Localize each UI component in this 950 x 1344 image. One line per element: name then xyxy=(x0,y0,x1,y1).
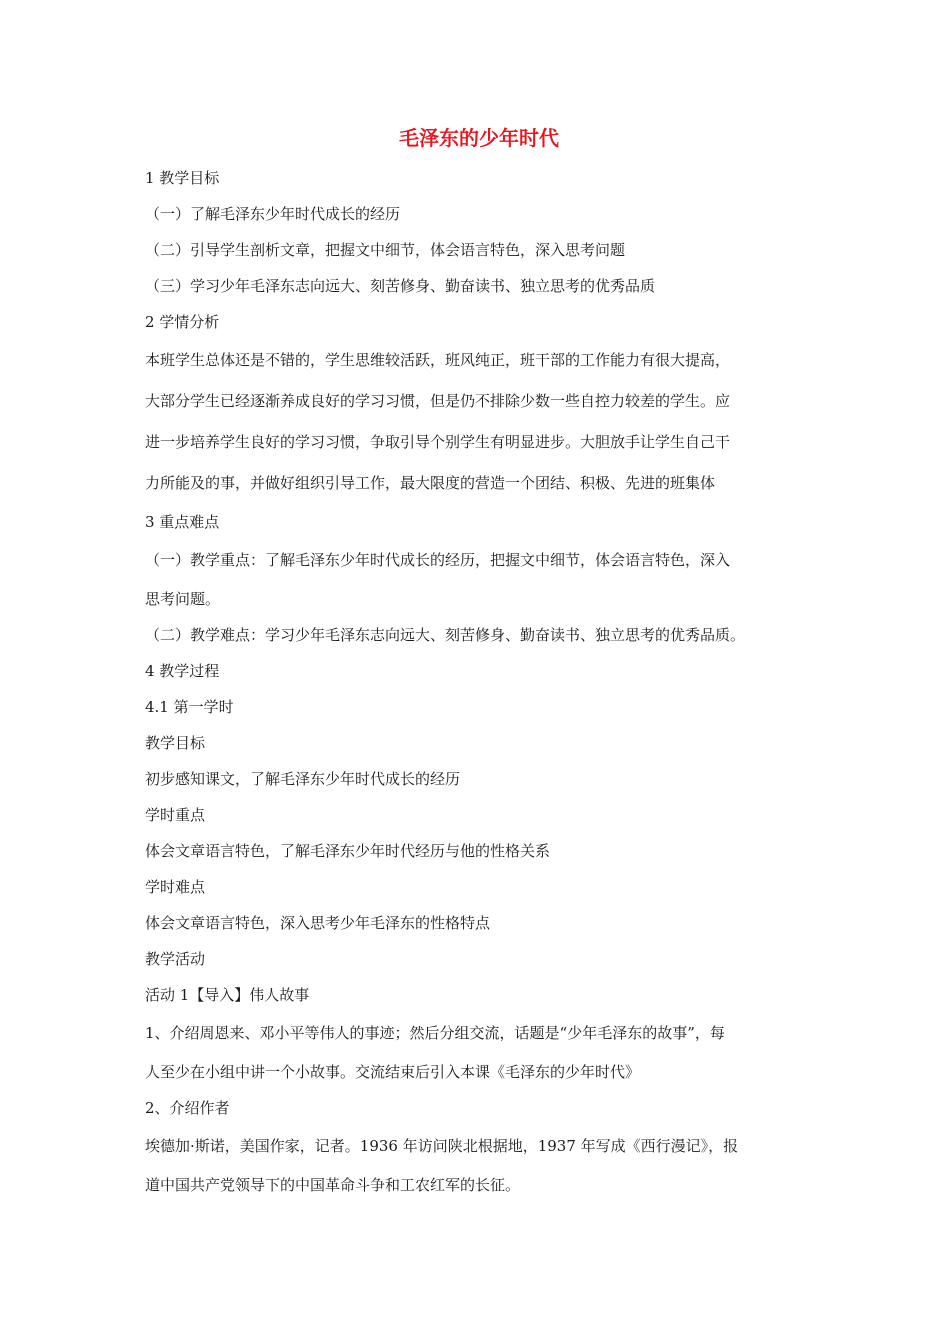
activity-1-title: 活动 1【导入】伟人故事 xyxy=(145,986,310,1004)
author-intro-line-2: 道中国共产党领导下的中国革命斗争和工农红军的长征。 xyxy=(145,1176,521,1194)
goal-item-2: （二）引导学生剖析文章，把握文中细节，体会语言特色，深入思考问题 xyxy=(145,241,626,259)
key-point-line-2: 思考问题。 xyxy=(145,590,221,608)
analysis-line-3: 进一步培养学生良好的学习习惯，争取引导个别学生有明显进步。大胆放手让学生自己干 xyxy=(145,433,731,451)
lesson-difficult-label: 学时难点 xyxy=(145,878,206,896)
lesson-key-label: 学时重点 xyxy=(145,806,206,824)
section-heading-teaching-process: 4 教学过程 xyxy=(145,662,220,680)
activity-item-1-line-1: 1、介绍周恩来、邓小平等伟人的事迹；然后分组交流，话题是“少年毛泽东的故事”，每 xyxy=(145,1024,725,1042)
lesson-goal-label: 教学目标 xyxy=(145,734,206,752)
section-heading-teaching-goals: 1 教学目标 xyxy=(145,169,220,187)
subsection-first-lesson: 4.1 第一学时 xyxy=(145,698,234,716)
lesson-difficult: 体会文章语言特色，深入思考少年毛泽东的性格特点 xyxy=(145,914,491,932)
difficult-point: （二）教学难点：学习少年毛泽东志向远大、刻苦修身、勤奋读书、独立思考的优秀品质。 xyxy=(145,626,746,644)
section-heading-key-points: 3 重点难点 xyxy=(145,513,220,531)
analysis-line-2: 大部分学生已经逐渐养成良好的学习习惯，但是仍不排除少数一些自控力较差的学生。应 xyxy=(145,392,731,410)
activity-item-1-line-2: 人至少在小组中讲一个小故事。交流结束后引入本课《毛泽东的少年时代》 xyxy=(145,1063,641,1081)
analysis-line-1: 本班学生总体还是不错的，学生思维较活跃，班风纯正，班干部的工作能力有很大提高， xyxy=(145,351,731,369)
lesson-goal: 初步感知课文，了解毛泽东少年时代成长的经历 xyxy=(145,770,461,788)
section-heading-student-analysis: 2 学情分析 xyxy=(145,313,220,331)
key-point-line-1: （一）教学重点：了解毛泽东少年时代成长的经历，把握文中细节，体会语言特色，深入 xyxy=(145,551,731,569)
activity-item-2: 2、介绍作者 xyxy=(145,1099,230,1117)
activity-label: 教学活动 xyxy=(145,950,206,968)
document-body xyxy=(145,124,813,1203)
goal-item-1: （一）了解毛泽东少年时代成长的经历 xyxy=(145,205,401,223)
document-title: 毛泽东的少年时代 xyxy=(399,126,559,150)
analysis-line-4: 力所能及的事，并做好组织引导工作，最大限度的营造一个团结、积极、先进的班集体 xyxy=(145,474,716,492)
lesson-key: 体会文章语言特色，了解毛泽东少年时代经历与他的性格关系 xyxy=(145,842,551,860)
goal-item-3: （三）学习少年毛泽东志向远大、刻苦修身、勤奋读书、独立思考的优秀品质 xyxy=(145,277,656,295)
author-intro-line-1: 埃德加·斯诺，美国作家，记者。1936 年访问陕北根据地，1937 年写成《西行漫记》，报 xyxy=(145,1137,739,1155)
